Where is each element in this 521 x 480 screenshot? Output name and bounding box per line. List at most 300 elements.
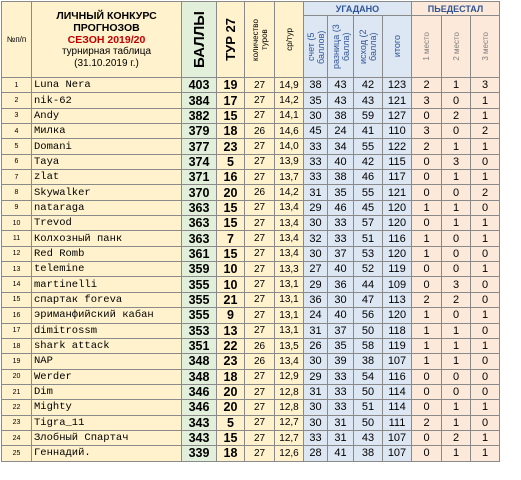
- place2-count: 0: [442, 262, 471, 277]
- table-row: [2, 154, 500, 169]
- total-guessed: 115: [383, 154, 412, 169]
- participant-name: Злобный Спартач: [32, 430, 182, 445]
- score-guessed: 30: [304, 400, 328, 415]
- tour-points: 18: [217, 446, 245, 461]
- avg-per-tour: 13,4: [275, 200, 304, 215]
- tour-points: 5: [217, 154, 245, 169]
- place1-count: 2: [412, 78, 442, 93]
- outcome-guessed: 42: [354, 78, 383, 93]
- points-value: 353: [182, 323, 217, 338]
- place3-count: 1: [471, 231, 500, 246]
- place2-count: 1: [442, 400, 471, 415]
- table-row: [2, 430, 500, 445]
- outcome-guessed: 57: [354, 216, 383, 231]
- place2-count: 2: [442, 108, 471, 123]
- title-line2: ПРОГНОЗОВ: [73, 21, 140, 34]
- tour-points: 19: [217, 78, 245, 93]
- score-guessed: 33: [304, 154, 328, 169]
- place2-count: 3: [442, 277, 471, 292]
- place1-count: 0: [412, 262, 442, 277]
- tour-points: 15: [217, 430, 245, 445]
- avg-per-tour: 14,2: [275, 185, 304, 200]
- avg-per-tour: 12,8: [275, 400, 304, 415]
- diff-guessed: 37: [328, 323, 354, 338]
- place1-count: 0: [412, 154, 442, 169]
- score-guessed: 29: [304, 200, 328, 215]
- place3-count: 0: [471, 277, 500, 292]
- avg-per-tour: 13,1: [275, 277, 304, 292]
- participant-name: эриманфийский кабан: [32, 308, 182, 323]
- place1-count: 1: [412, 200, 442, 215]
- place3-count: 0: [471, 154, 500, 169]
- standings-table: [1, 1, 500, 462]
- total-guessed: 121: [383, 93, 412, 108]
- place2-count: 1: [442, 216, 471, 231]
- total-guessed: 109: [383, 277, 412, 292]
- row-number: 15: [2, 292, 32, 307]
- table-row: [2, 277, 500, 292]
- outcome-guessed: 55: [354, 139, 383, 154]
- total-guessed: 120: [383, 216, 412, 231]
- tours-count: 27: [245, 139, 275, 154]
- tours-count: 27: [245, 430, 275, 445]
- diff-guessed: 35: [328, 185, 354, 200]
- avg-per-tour: 13,1: [275, 308, 304, 323]
- participant-name: telemine: [32, 262, 182, 277]
- participant-name: Геннадий.: [32, 446, 182, 461]
- total-guessed: 120: [383, 246, 412, 261]
- tour-points: 20: [217, 400, 245, 415]
- score-guessed: 29: [304, 277, 328, 292]
- diff-guessed: 38: [328, 108, 354, 123]
- standings-body: [2, 78, 500, 462]
- outcome-guessed: 38: [354, 354, 383, 369]
- score-guessed: 35: [304, 93, 328, 108]
- row-number: 20: [2, 369, 32, 384]
- total-guessed: 121: [383, 185, 412, 200]
- avg-per-tour: 13,4: [275, 231, 304, 246]
- points-value: 343: [182, 430, 217, 445]
- place3-count: 0: [471, 292, 500, 307]
- outcome-guessed: 43: [354, 430, 383, 445]
- place3-count: 1: [471, 338, 500, 353]
- header-total: итого: [383, 16, 412, 78]
- tour-points: 13: [217, 323, 245, 338]
- tours-count: 27: [245, 369, 275, 384]
- total-guessed: 116: [383, 369, 412, 384]
- points-value: 351: [182, 338, 217, 353]
- place3-count: 1: [471, 446, 500, 461]
- points-value: 348: [182, 354, 217, 369]
- total-guessed: 111: [383, 415, 412, 430]
- score-guessed: 30: [304, 108, 328, 123]
- tour-points: 23: [217, 354, 245, 369]
- participant-name: Dim: [32, 384, 182, 399]
- place1-count: 0: [412, 384, 442, 399]
- place1-count: 0: [412, 400, 442, 415]
- place3-count: 1: [471, 139, 500, 154]
- row-number: 10: [2, 216, 32, 231]
- avg-per-tour: 12,9: [275, 369, 304, 384]
- place1-count: 0: [412, 369, 442, 384]
- diff-guessed: 40: [328, 308, 354, 323]
- row-number: 12: [2, 246, 32, 261]
- table-row: [2, 338, 500, 353]
- participant-name: Trevod: [32, 216, 182, 231]
- place3-count: 3: [471, 78, 500, 93]
- row-number: 1: [2, 78, 32, 93]
- place1-count: 1: [412, 338, 442, 353]
- place2-count: 0: [442, 308, 471, 323]
- place1-count: 2: [412, 415, 442, 430]
- outcome-guessed: 56: [354, 308, 383, 323]
- header-points: БАЛЛЫ: [182, 2, 217, 78]
- place3-count: 0: [471, 200, 500, 215]
- points-value: 346: [182, 400, 217, 415]
- place2-count: 1: [442, 200, 471, 215]
- points-value: 346: [182, 384, 217, 399]
- place2-count: 1: [442, 170, 471, 185]
- diff-guessed: 38: [328, 170, 354, 185]
- avg-per-tour: 14,1: [275, 108, 304, 123]
- header-num: №п/п: [2, 2, 32, 78]
- tours-count: 26: [245, 124, 275, 139]
- table-row: [2, 93, 500, 108]
- row-number: 22: [2, 400, 32, 415]
- participant-name: Andy: [32, 108, 182, 123]
- score-guessed: 29: [304, 369, 328, 384]
- participant-name: Tigra_11: [32, 415, 182, 430]
- table-row: [2, 369, 500, 384]
- diff-guessed: 31: [328, 430, 354, 445]
- points-value: 363: [182, 200, 217, 215]
- place1-count: 2: [412, 139, 442, 154]
- place2-count: 1: [442, 323, 471, 338]
- diff-guessed: 30: [328, 292, 354, 307]
- place2-count: 1: [442, 354, 471, 369]
- place2-count: 1: [442, 78, 471, 93]
- place3-count: 0: [471, 246, 500, 261]
- row-number: 17: [2, 323, 32, 338]
- table-row: [2, 446, 500, 461]
- tour-points: 10: [217, 277, 245, 292]
- place2-count: 1: [442, 415, 471, 430]
- row-number: 18: [2, 338, 32, 353]
- participant-name: zlat: [32, 170, 182, 185]
- outcome-guessed: 45: [354, 200, 383, 215]
- place3-count: 1: [471, 262, 500, 277]
- points-value: 361: [182, 246, 217, 261]
- total-guessed: 120: [383, 308, 412, 323]
- points-value: 371: [182, 170, 217, 185]
- place1-count: 0: [412, 430, 442, 445]
- participant-name: Skywalker: [32, 185, 182, 200]
- score-guessed: 30: [304, 216, 328, 231]
- total-guessed: 119: [383, 338, 412, 353]
- place3-count: 0: [471, 323, 500, 338]
- total-guessed: 116: [383, 231, 412, 246]
- outcome-guessed: 38: [354, 446, 383, 461]
- diff-guessed: 43: [328, 78, 354, 93]
- score-guessed: 31: [304, 384, 328, 399]
- place3-count: 1: [471, 308, 500, 323]
- avg-per-tour: 14,2: [275, 93, 304, 108]
- avg-per-tour: 13,1: [275, 323, 304, 338]
- tours-count: 27: [245, 231, 275, 246]
- points-value: 379: [182, 124, 217, 139]
- score-guessed: 30: [304, 415, 328, 430]
- score-guessed: 31: [304, 323, 328, 338]
- points-value: 339: [182, 446, 217, 461]
- total-guessed: 110: [383, 124, 412, 139]
- total-guessed: 107: [383, 354, 412, 369]
- points-value: 363: [182, 231, 217, 246]
- tours-count: 27: [245, 108, 275, 123]
- score-guessed: 24: [304, 308, 328, 323]
- place1-count: 0: [412, 446, 442, 461]
- diff-guessed: 36: [328, 277, 354, 292]
- participant-name: dimitrossm: [32, 323, 182, 338]
- outcome-guessed: 42: [354, 154, 383, 169]
- place2-count: 1: [442, 446, 471, 461]
- tours-count: 27: [245, 78, 275, 93]
- place2-count: 2: [442, 430, 471, 445]
- avg-per-tour: 12,6: [275, 446, 304, 461]
- tours-count: 27: [245, 246, 275, 261]
- place1-count: 0: [412, 216, 442, 231]
- total-guessed: 117: [383, 170, 412, 185]
- tour-points: 20: [217, 384, 245, 399]
- place2-count: 0: [442, 93, 471, 108]
- avg-per-tour: 13,7: [275, 170, 304, 185]
- total-guessed: 107: [383, 446, 412, 461]
- place1-count: 1: [412, 246, 442, 261]
- table-row: [2, 185, 500, 200]
- diff-guessed: 35: [328, 338, 354, 353]
- tour-points: 16: [217, 170, 245, 185]
- tours-count: 26: [245, 354, 275, 369]
- participant-name: Taya: [32, 154, 182, 169]
- diff-guessed: 33: [328, 384, 354, 399]
- place2-count: 2: [442, 292, 471, 307]
- tour-points: 18: [217, 369, 245, 384]
- place3-count: 1: [471, 400, 500, 415]
- place1-count: 0: [412, 185, 442, 200]
- table-row: [2, 78, 500, 93]
- outcome-guessed: 53: [354, 246, 383, 261]
- table-row: [2, 216, 500, 231]
- tours-count: 27: [245, 262, 275, 277]
- avg-per-tour: 13,5: [275, 338, 304, 353]
- diff-guessed: 43: [328, 93, 354, 108]
- place2-count: 0: [442, 384, 471, 399]
- place3-count: 2: [471, 185, 500, 200]
- row-number: 11: [2, 231, 32, 246]
- diff-guessed: 31: [328, 415, 354, 430]
- row-number: 21: [2, 384, 32, 399]
- score-guessed: 26: [304, 338, 328, 353]
- tour-points: 23: [217, 139, 245, 154]
- tours-count: 27: [245, 216, 275, 231]
- place1-count: 0: [412, 108, 442, 123]
- row-number: 14: [2, 277, 32, 292]
- table-row: [2, 170, 500, 185]
- points-value: 343: [182, 415, 217, 430]
- diff-guessed: 33: [328, 369, 354, 384]
- table-row: [2, 384, 500, 399]
- participant-name: martinelli: [32, 277, 182, 292]
- total-guessed: 127: [383, 108, 412, 123]
- place3-count: 0: [471, 384, 500, 399]
- header-outcome: исход (2 балла): [354, 16, 383, 78]
- row-number: 19: [2, 354, 32, 369]
- page-title: [32, 2, 182, 78]
- row-number: 7: [2, 170, 32, 185]
- score-guessed: 28: [304, 446, 328, 461]
- outcome-guessed: 44: [354, 277, 383, 292]
- score-guessed: 27: [304, 262, 328, 277]
- place3-count: 1: [471, 430, 500, 445]
- table-row: [2, 400, 500, 415]
- table-row: [2, 246, 500, 261]
- total-guessed: 113: [383, 292, 412, 307]
- place3-count: 2: [471, 124, 500, 139]
- points-value: 359: [182, 262, 217, 277]
- participant-name: nik-62: [32, 93, 182, 108]
- place1-count: 1: [412, 231, 442, 246]
- tour-points: 21: [217, 292, 245, 307]
- tour-points: 7: [217, 231, 245, 246]
- row-number: 23: [2, 415, 32, 430]
- avg-per-tour: 13,1: [275, 292, 304, 307]
- tours-count: 27: [245, 170, 275, 185]
- tours-count: 26: [245, 185, 275, 200]
- place2-count: 0: [442, 124, 471, 139]
- score-guessed: 33: [304, 170, 328, 185]
- place3-count: 0: [471, 369, 500, 384]
- diff-guessed: 41: [328, 446, 354, 461]
- tours-count: 27: [245, 308, 275, 323]
- avg-per-tour: 12,7: [275, 430, 304, 445]
- row-number: 9: [2, 200, 32, 215]
- tour-points: 15: [217, 108, 245, 123]
- tour-points: 15: [217, 200, 245, 215]
- row-number: 2: [2, 93, 32, 108]
- participant-name: NAP: [32, 354, 182, 369]
- place2-count: 1: [442, 139, 471, 154]
- tours-count: 27: [245, 400, 275, 415]
- score-guessed: 31: [304, 185, 328, 200]
- tour-points: 22: [217, 338, 245, 353]
- place1-count: 1: [412, 354, 442, 369]
- table-row: [2, 323, 500, 338]
- season-label: СЕЗОН 2019/20: [67, 34, 146, 47]
- outcome-guessed: 58: [354, 338, 383, 353]
- header-place2: 2 место: [442, 16, 471, 78]
- place3-count: 1: [471, 93, 500, 108]
- outcome-guessed: 51: [354, 231, 383, 246]
- points-value: 348: [182, 369, 217, 384]
- avg-per-tour: 13,9: [275, 154, 304, 169]
- table-row: [2, 354, 500, 369]
- tours-count: 27: [245, 277, 275, 292]
- place1-count: 0: [412, 277, 442, 292]
- score-guessed: 36: [304, 292, 328, 307]
- place3-count: 1: [471, 170, 500, 185]
- outcome-guessed: 51: [354, 400, 383, 415]
- header-diff: разница (3 балла): [328, 16, 354, 78]
- outcome-guessed: 43: [354, 93, 383, 108]
- score-guessed: 38: [304, 78, 328, 93]
- total-guessed: 118: [383, 323, 412, 338]
- avg-per-tour: 13,4: [275, 216, 304, 231]
- avg-per-tour: 12,8: [275, 384, 304, 399]
- subtitle-line2: (31.10.2019 г.): [74, 57, 139, 69]
- header-avg: ср/тур: [275, 2, 304, 78]
- place2-count: 0: [442, 185, 471, 200]
- table-row: [2, 124, 500, 139]
- points-value: 384: [182, 93, 217, 108]
- header-place1: 1 место: [412, 16, 442, 78]
- tour-points: 9: [217, 308, 245, 323]
- diff-guessed: 34: [328, 139, 354, 154]
- diff-guessed: 39: [328, 354, 354, 369]
- total-guessed: 119: [383, 262, 412, 277]
- avg-per-tour: 14,0: [275, 139, 304, 154]
- place3-count: 0: [471, 354, 500, 369]
- score-guessed: 32: [304, 231, 328, 246]
- participant-name: Mighty: [32, 400, 182, 415]
- place2-count: 0: [442, 369, 471, 384]
- points-value: 355: [182, 292, 217, 307]
- points-value: 355: [182, 277, 217, 292]
- participant-name: Werder: [32, 369, 182, 384]
- diff-guessed: 40: [328, 154, 354, 169]
- tour-points: 15: [217, 246, 245, 261]
- tour-points: 5: [217, 415, 245, 430]
- place1-count: 3: [412, 124, 442, 139]
- outcome-guessed: 50: [354, 323, 383, 338]
- outcome-guessed: 41: [354, 124, 383, 139]
- tours-count: 27: [245, 93, 275, 108]
- header-tour: ТУР 27: [217, 2, 245, 78]
- table-row: [2, 262, 500, 277]
- place1-count: 3: [412, 93, 442, 108]
- header-place3: 3 место: [471, 16, 500, 78]
- participant-name: Милка: [32, 124, 182, 139]
- tours-count: 27: [245, 384, 275, 399]
- total-guessed: 107: [383, 430, 412, 445]
- subtitle-line1: турнирная таблица: [61, 46, 152, 58]
- participant-name: Luna Nera: [32, 78, 182, 93]
- avg-per-tour: 13,4: [275, 246, 304, 261]
- row-number: 16: [2, 308, 32, 323]
- tours-count: 27: [245, 446, 275, 461]
- score-guessed: 33: [304, 139, 328, 154]
- score-guessed: 30: [304, 354, 328, 369]
- place2-count: 0: [442, 246, 471, 261]
- points-value: 355: [182, 308, 217, 323]
- score-guessed: 33: [304, 430, 328, 445]
- participant-name: спартак foreva: [32, 292, 182, 307]
- score-guessed: 30: [304, 246, 328, 261]
- table-row: [2, 292, 500, 307]
- place3-count: 1: [471, 108, 500, 123]
- tours-count: 27: [245, 154, 275, 169]
- avg-per-tour: 13,4: [275, 354, 304, 369]
- diff-guessed: 33: [328, 216, 354, 231]
- avg-per-tour: 13,3: [275, 262, 304, 277]
